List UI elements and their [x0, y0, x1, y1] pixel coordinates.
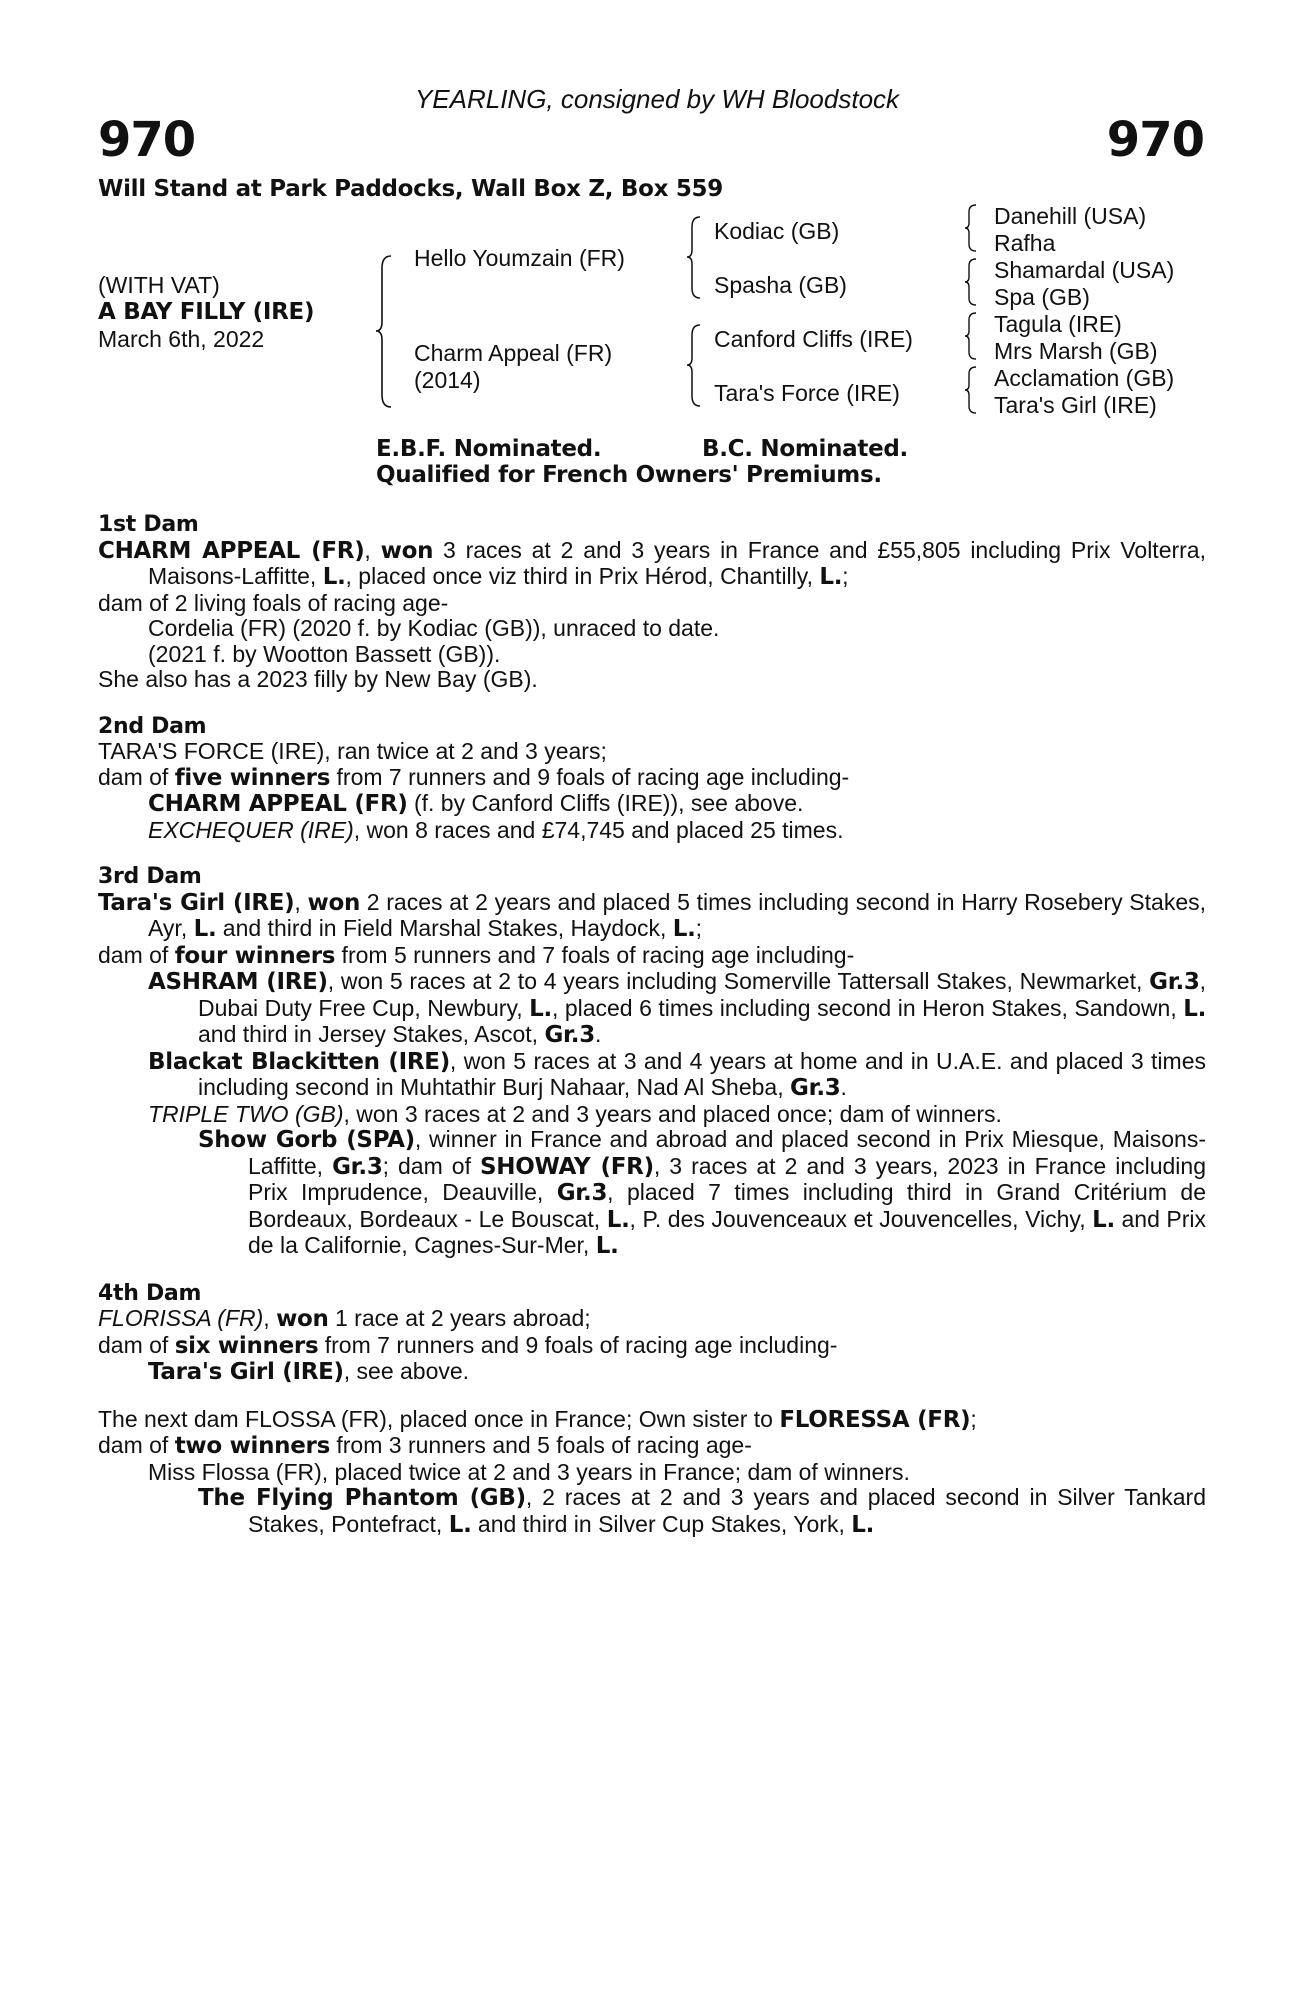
- vat-note: (WITH VAT): [98, 272, 220, 298]
- produce-entry: Cordelia (FR) (2020 f. by Kodiac (GB)), unraced to date.: [148, 615, 720, 641]
- produce-entry: Blackat Blackitten (IRE), won 5 races at 3 and 4 years at home and in U.A.E. and placed 3 times including second in Muhtathir Burj Nahaar, Nad Al Sheba, Gr.3.: [148, 1047, 1206, 1101]
- g4-ancestor: Acclamation (GB): [994, 365, 1175, 391]
- produce-entry: ASHRAM (IRE), won 5 races at 2 to 4 years including Somerville Tattersall Stakes, Newmarket, Gr.3, Dubai Duty Free Cup, Newbury, L., placed 6 times including second in Heron Stakes, Sandown, L. and third in Jersey Stakes, Ascot, Gr.3.: [148, 968, 1207, 1048]
- consignment-line: YEARLING, consigned by WH Bloodstock: [414, 84, 900, 114]
- section-heading: 3rd Dam: [98, 864, 202, 889]
- dam-of-line: dam of 2 living foals of racing age-: [98, 589, 449, 616]
- dam-race-record: TARA'S FORCE (IRE), ran twice at 2 and 3 years;: [98, 738, 607, 764]
- g4-ancestor: Spa (GB): [994, 284, 1090, 310]
- produce-entry: The Flying Phantom (GB), 2 races at 2 and 3 years and placed second in Silver Tankard Stakes, Pontefract, L. and third in Silver Cup Stakes, York, L.: [198, 1484, 1207, 1538]
- dam-dam: Tara's Force (IRE): [714, 380, 900, 406]
- produce-entry: EXCHEQUER (IRE), won 8 races and £74,745 and placed 25 times.: [148, 816, 844, 843]
- brace-dam: [685, 323, 703, 408]
- g4-ancestor: Mrs Marsh (GB): [994, 338, 1158, 364]
- dam-race-record: FLORISSA (FR), won 1 race at 2 years abroad;: [98, 1305, 591, 1332]
- brace-g4-4: [963, 365, 979, 415]
- lot-number-left: 970: [98, 112, 196, 168]
- section-heading: 4th Dam: [98, 1280, 202, 1306]
- dam-of-line: dam of two winners from 3 runners and 5 foals of racing age-: [98, 1432, 752, 1459]
- lot-number-right: 970: [1106, 112, 1204, 168]
- g4-ancestor: Danehill (USA): [994, 203, 1147, 229]
- section-heading: 2nd Dam: [98, 713, 207, 739]
- g4-ancestor: Shamardal (USA): [994, 257, 1175, 283]
- brace-gen1: [374, 254, 394, 409]
- sire-dam: Spasha (GB): [714, 272, 847, 298]
- first-dam-section: [98, 512, 1206, 693]
- dam: Charm Appeal (FR): [414, 340, 613, 366]
- third-dam-section: [98, 864, 1206, 1260]
- produce-entry: Tara's Girl (IRE), see above.: [148, 1358, 470, 1385]
- foaling-date: March 6th, 2022: [98, 326, 265, 352]
- french-premiums: Qualified for French Owners' Premiums.: [376, 462, 882, 488]
- produce-record: [98, 512, 1206, 1559]
- next-dam-section: [98, 1407, 1206, 1539]
- fourth-dam-section: [98, 1281, 1206, 1386]
- dam-race-record: The next dam FLOSSA (FR), placed once in France; Own sister to FLORESSA (FR);: [98, 1405, 977, 1433]
- brace-g4-1: [963, 203, 979, 253]
- dam-race-record: Tara's Girl (IRE), won 2 races at 2 years and placed 5 times including second in Harry Rosebery Stakes, Ayr, L. and third in Field Marshal Stakes, Haydock, L.;: [98, 888, 1207, 942]
- produce-entry: CHARM APPEAL (FR) (f. by Canford Cliffs (IRE)), see above.: [148, 790, 804, 817]
- g4-ancestor: Rafha: [994, 230, 1056, 256]
- second-dam-section: [98, 714, 1206, 844]
- dam-sire: Canford Cliffs (IRE): [714, 326, 913, 352]
- brace-sire: [685, 215, 703, 300]
- dam-of-line: dam of six winners from 7 runners and 9 foals of racing age including-: [98, 1331, 838, 1359]
- sire: Hello Youmzain (FR): [414, 245, 625, 271]
- stand-location: Will Stand at Park Paddocks, Wall Box Z, Box 559: [98, 176, 723, 202]
- section-heading: 1st Dam: [98, 512, 199, 537]
- dam-race-record: CHARM APPEAL (FR), won 3 races at 2 and 3 years in France and £55,805 including Prix Volterra, Maisons-Laffitte, L., placed once viz third in Prix Hérod, Chantilly, L.;: [98, 536, 1206, 590]
- brace-g4-3: [963, 311, 979, 361]
- dam-of-line: dam of four winners from 5 runners and 7 foals of racing age including-: [98, 941, 855, 969]
- horse-name: A BAY FILLY (IRE): [98, 299, 315, 325]
- brace-g4-2: [963, 257, 979, 307]
- produce-entry: (2021 f. by Wootton Bassett (GB)).: [148, 640, 501, 667]
- also-has-line: She also has a 2023 filly by New Bay (GB).: [98, 666, 538, 692]
- produce-entry: Show Gorb (SPA), winner in France and abroad and placed second in Prix Miesque, Maisons-Laffitte, Gr.3; dam of SHOWAY (FR), 3 races at 2 and 3 years, 2023 in France including Prix Imprudence, Deauville, Gr.3, placed 7 times including third in Grand Critérium de Bordeaux, Bordeaux - Le Bouscat, L., P. des Jouvenceaux et Jouvencelles, Vichy, L. and Prix de la Californie, Cagnes-Sur-Mer, L.: [198, 1126, 1207, 1259]
- g4-ancestor: Tara's Girl (IRE): [994, 392, 1157, 418]
- ebf-nomination: E.B.F. Nominated.: [376, 436, 602, 462]
- produce-entry: Miss Flossa (FR), placed twice at 2 and 3 years in France; dam of winners.: [148, 1458, 910, 1485]
- sire-sire: Kodiac (GB): [714, 218, 840, 244]
- bc-nomination: B.C. Nominated.: [702, 436, 908, 462]
- g4-ancestor: Tagula (IRE): [994, 311, 1122, 337]
- dam-of-line: dam of five winners from 7 runners and 9 foals of racing age including-: [98, 763, 850, 791]
- produce-entry: TRIPLE TWO (GB), won 3 races at 2 and 3 years and placed once; dam of winners.: [148, 1100, 1002, 1127]
- dam-year: (2014): [414, 367, 481, 393]
